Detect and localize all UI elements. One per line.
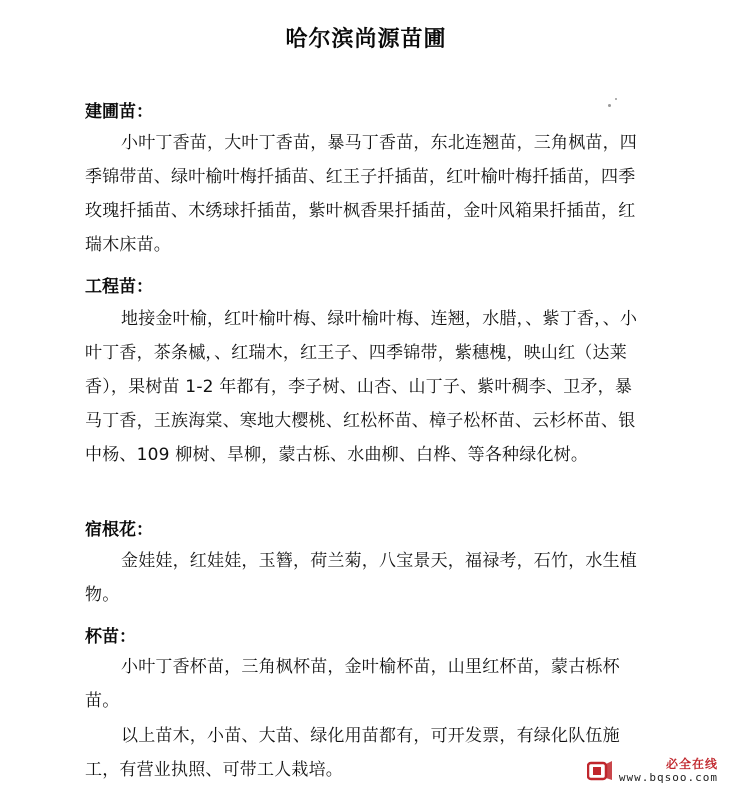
scan-speck — [615, 98, 617, 100]
watermark — [587, 757, 718, 785]
section-heading-sugenhua: 宿根花： — [85, 520, 153, 540]
watermark-url: www.bqsoo.com — [618, 771, 718, 784]
section-heading-beimiao: 杯苗： — [85, 627, 136, 647]
section-paragraph-sugenhua: 金娃娃，红娃娃，玉簪，荷兰菊，八宝景天，福禄考，石竹，水生植物。 — [85, 551, 637, 605]
scan-speck — [608, 104, 611, 107]
section-paragraph-summary: 以上苗木，小苗、大苗、绿化用苗都有，可开发票，有绿化队伍施工，有营业执照、可带工人栽培。 — [85, 726, 620, 780]
section-paragraph-jianpu: 小叶丁香苗，大叶丁香苗，暴马丁香苗，东北连翘苗，三角枫苗，四季锦带苗、绿叶榆叶梅扦插苗、红王子扦插苗，红叶榆叶梅扦插苗，四季玫瑰扦插苗、木绣球扦插苗，紫叶枫香果扦插苗，金叶风箱果扦插苗，红瑞木床苗。 — [85, 133, 637, 255]
page-title: 哈尔滨尚源苗圃 — [285, 27, 447, 52]
bqsoo-logo-icon — [587, 760, 613, 782]
watermark-brand: 必全在线 — [665, 757, 718, 771]
watermark-text — [619, 757, 718, 785]
section-heading-jianpu: 建圃苗： — [85, 102, 153, 122]
section-heading-gongcheng: 工程苗： — [85, 277, 153, 297]
section-paragraph-gongcheng: 地接金叶榆，红叶榆叶梅、绿叶榆叶梅、连翘，水腊，、紫丁香，、小叶丁香，茶条槭，、红瑞木，红王子、四季锦带，紫穗槐，映山红（达莱香），果树苗 1-2 年都有，李子树、山杏、山丁子、紫叶稠李、卫矛，暴马丁香，王族海棠、寒地大樱桃、红松杯苗、樟子松杯苗、云杉杯苗、银中杨、109 柳树、旱柳，蒙古栎、水曲柳、白桦、等各种绿化树。 — [85, 309, 638, 465]
section-paragraph-beimiao: 小叶丁香杯苗，三角枫杯苗，金叶榆杯苗，山里红杯苗，蒙古栎杯苗。 — [85, 657, 620, 711]
